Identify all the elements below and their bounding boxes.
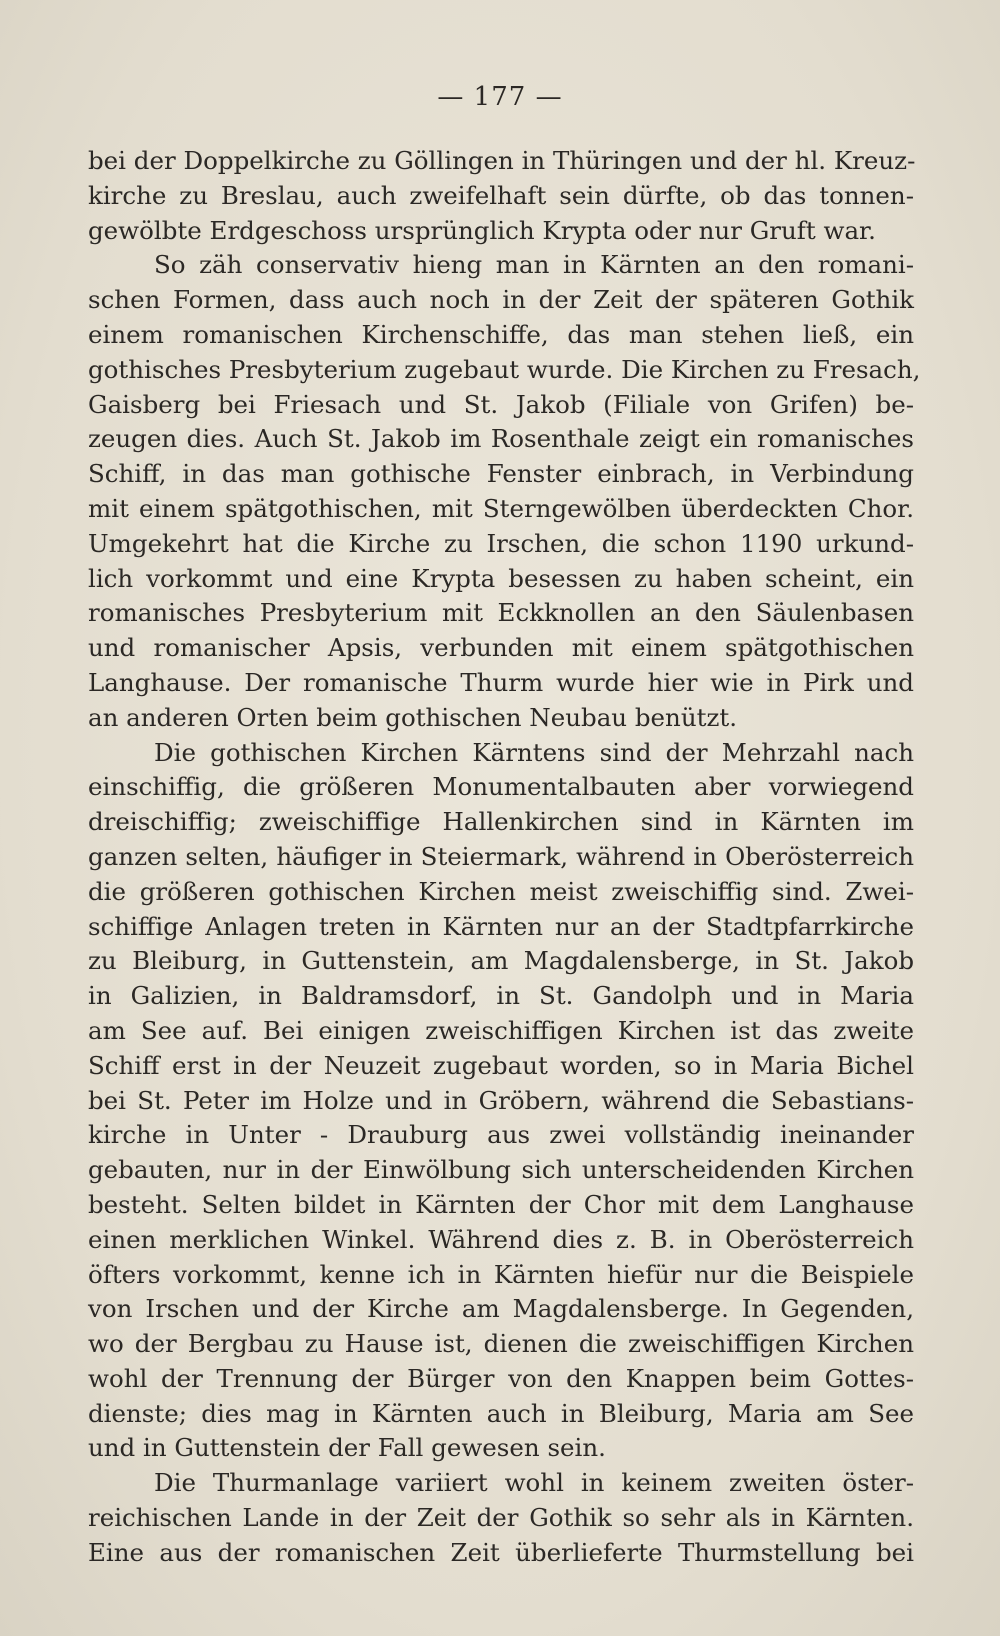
text-line: Umgekehrt hat die Kirche zu Irschen, die schon 1190 urkund- <box>88 528 914 558</box>
text-line: schiffige Anlagen treten in Kärnten nur an der Stadtpfarrkirche <box>88 911 914 941</box>
text-line: schen Formen, dass auch noch in der Zeit der späteren Gothik <box>88 285 914 315</box>
text-line: und in Guttenstein der Fall gewesen sein. <box>88 1433 606 1463</box>
text-line: Schiff erst in der Neuzeit zugebaut worden, so in Maria Bichel <box>88 1050 914 1080</box>
text-line: dienste; dies mag in Kärnten auch in Bleiburg, Maria am See <box>88 1398 914 1428</box>
text-line: gebauten, nur in der Einwölbung sich unterscheidenden Kirchen <box>88 1155 914 1185</box>
text-line: dreischiffig; zweischiffige Hallenkirchen sind in Kärnten im <box>88 807 914 837</box>
page-number: — 177 — <box>437 82 563 112</box>
text-line: einschiffig, die größeren Monumentalbauten aber vorwiegend <box>88 772 914 802</box>
text-line: Langhause. Der romanische Thurm wurde hier wie in Pirk und <box>88 667 914 697</box>
text-line: bei der Doppelkirche zu Göllingen in Thüringen und der hl. Kreuz- <box>88 146 916 175</box>
text-line: am See auf. Bei einigen zweischiffigen Kirchen ist das zweite <box>88 1015 914 1045</box>
text-line: gewölbte Erdgeschoss ursprünglich Krypta oder nur Gruft war. <box>88 215 876 245</box>
text-line: und romanischer Apsis, verbunden mit einem spätgothischen <box>88 633 914 663</box>
text-line: Die Thurmanlage variiert wohl in keinem zweiten öster- <box>154 1468 914 1498</box>
text-line: einen merklichen Winkel. Während dies z. B. in Oberösterreich <box>88 1224 914 1254</box>
text-line: zeugen dies. Auch St. Jakob im Rosenthale zeigt ein romanisches <box>88 424 914 454</box>
text-line: ganzen selten, häufiger in Steiermark, während in Oberösterreich <box>88 841 914 871</box>
text-line: von Irschen und der Kirche am Magdalensberge. In Gegenden, <box>88 1294 914 1324</box>
text-line: Eine aus der romanischen Zeit überlieferte Thurmstellung bei <box>88 1537 914 1567</box>
text-line: Schiff, in das man gothische Fenster einbrach, in Verbindung <box>88 459 914 489</box>
text-line: bei St. Peter im Holze und in Gröbern, während die Sebastians- <box>88 1085 914 1115</box>
text-line: besteht. Selten bildet in Kärnten der Chor mit dem Langhause <box>88 1189 914 1219</box>
text-line: mit einem spätgothischen, mit Sterngewölben überdeckten Chor. <box>88 493 914 523</box>
text-line: wohl der Trennung der Bürger von den Knappen beim Gottes- <box>88 1363 914 1393</box>
text-line: Die gothischen Kirchen Kärntens sind der Mehrzahl nach <box>154 737 914 767</box>
text-line: an anderen Orten beim gothischen Neubau benützt. <box>88 702 737 732</box>
text-line: öfters vorkommt, kenne ich in Kärnten hiefür nur die Beispiele <box>88 1259 914 1289</box>
body-text <box>88 144 921 1571</box>
text-line: in Galizien, in Baldramsdorf, in St. Gandolph und in Maria <box>88 981 914 1011</box>
text-line: die größeren gothischen Kirchen meist zweischiffig sind. Zwei- <box>88 876 914 906</box>
text-line: zu Bleiburg, in Guttenstein, am Magdalensberge, in St. Jakob <box>88 946 914 976</box>
text-line: kirche in Unter - Drauburg aus zwei vollständig ineinander <box>88 1120 914 1150</box>
text-line: wo der Bergbau zu Hause ist, dienen die zweischiffigen Kirchen <box>88 1329 914 1359</box>
text-line: einem romanischen Kirchenschiffe, das man stehen ließ, ein <box>88 319 914 349</box>
text-line: lich vorkommt und eine Krypta besessen zu haben scheint, ein <box>88 563 914 593</box>
text-line: Gaisberg bei Friesach und St. Jakob (Filiale von Grifen) be- <box>88 389 914 419</box>
text-line: reichischen Lande in der Zeit der Gothik so sehr als in Kärnten. <box>88 1503 914 1533</box>
text-line: romanisches Presbyterium mit Eckknollen an den Säulenbasen <box>88 598 914 628</box>
text-line: So zäh conservativ hieng man in Kärnten an den romani- <box>154 250 914 280</box>
text-line: gothisches Presbyterium zugebaut wurde. Die Kirchen zu Fresach, <box>88 354 921 384</box>
text-line: kirche zu Breslau, auch zweifelhaft sein dürfte, ob das tonnen- <box>88 180 914 210</box>
